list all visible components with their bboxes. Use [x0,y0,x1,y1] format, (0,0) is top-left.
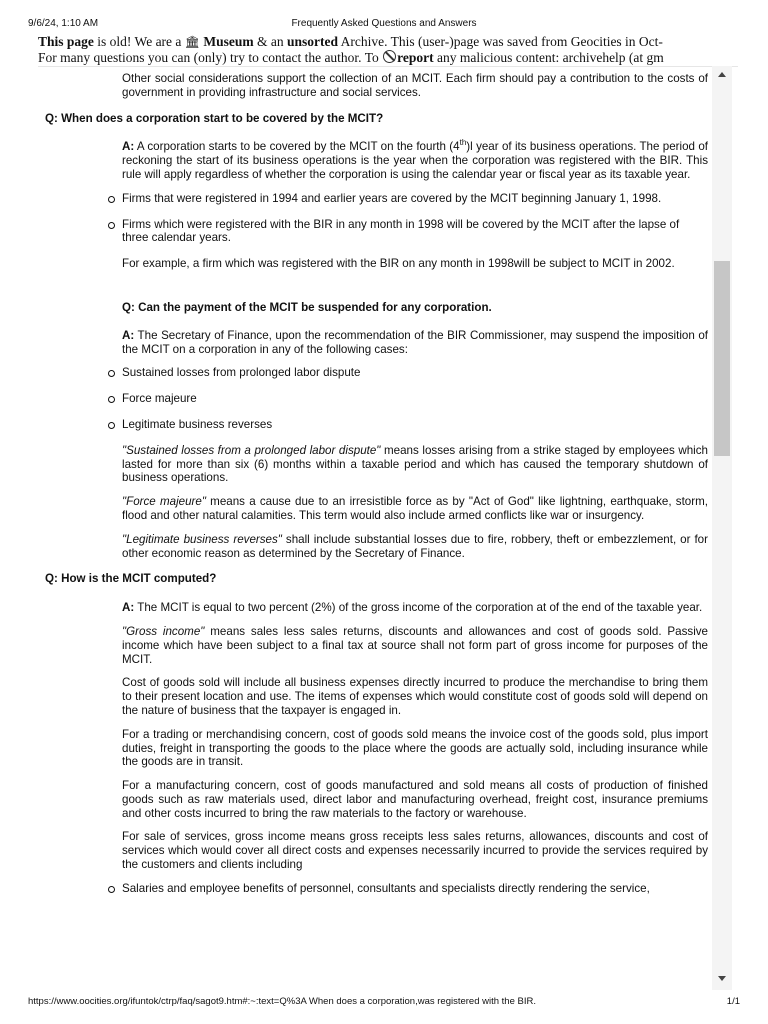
definition-text: means sales less sales returns, discounts and allowances and cost of goods sold. Passive income which have been subject to a final tax at source shall not form part of gross income for purposes of the MCIT. [122,624,708,666]
answer-paragraph [122,601,708,615]
scrollbar-thumb[interactable] [714,261,730,456]
archive-banner [38,34,738,67]
answer-label: A: [122,328,135,342]
definition-paragraph [122,495,708,523]
print-date: 9/6/24, 1:10 AM [28,18,99,29]
vertical-scrollbar[interactable] [712,66,732,990]
list-item: Firms which were registered with the BIR in any month in 1998 will be covered by the MCIT after the lapse of three calendar years. [122,218,708,246]
definition-term: "Force majeure" [122,495,206,509]
definition-term: "Sustained losses from a prolonged labor dispute" [122,443,381,457]
question-heading: Q: When does a corporation start to be covered by the MCIT? [45,111,384,125]
museum-icon: 🏛 [184,35,201,49]
print-header [0,0,768,30]
intro-paragraph: Other social considerations support the collection of an MCIT. Each firm should pay a contribution to the costs of government in providing infrastructure and social services. [122,72,708,99]
report-icon [383,50,396,63]
answer-text: The Secretary of Finance, upon the recommendation of the BIR Commissioner, may suspend the imposition of the MCIT on a corporation in any of the following cases: [122,328,708,356]
suspension-cases-list [40,366,708,431]
coverage-list [40,192,708,245]
cogs-paragraph: Cost of goods sold will include all business expenses directly incurred to produce the merchandise to bring them to their present location and use. The items of expenses which would constitute cost of goods sold will depend on the nature of business that the taxpayer is engaged in. [122,676,708,717]
trading-paragraph: For a trading or merchandising concern, cost of goods sold means the invoice cost of the goods sold, plus import duties, freight in transporting the goods to the place where the goods are actually sold, including insurance while the goods are in transit. [122,727,708,769]
banner-text: is old! We are a [93,34,185,49]
banner-line-1 [38,34,738,50]
banner-text: any malicious content: archivehelp (at gm [433,50,664,65]
definition-text: means a cause due to an irresistible force as by "Act of God" like lightning, earthquake, storm, flood and other natural calamities. This term would also include armed conflicts like war or insurgency. [122,495,708,522]
answer-paragraph [122,329,708,357]
list-item: Sustained losses from prolonged labor dispute [122,366,708,380]
banner-line-2 [38,50,738,65]
services-paragraph: For sale of services, gross income means gross receipts less sales returns, allowances, discounts and cost of services which would cover all direct costs and expenses necessarily incurred to provide the services required by the customers and clients including [122,830,708,872]
definition-term: "Legitimate business reverses" [122,532,282,546]
question-heading: Q: Can the payment of the MCIT be suspended for any corporation. [122,300,492,314]
banner-unsorted-link[interactable]: unsorted [287,34,339,49]
print-footer-url: https://www.oocities.org/ifuntok/ctrp/faq/sagot9.htm#:~:text=Q%3A When does a corporation,was registered with the BIR. [28,996,536,1007]
banner-text: For many questions you can (only) try to contact the author. To [38,50,383,65]
definition-paragraph [122,625,708,666]
list-item: Legitimate business reverses [122,418,708,432]
list-item: Salaries and employee benefits of personnel, consultants and specialists directly rendering the service, [122,882,708,896]
definition-paragraph [122,533,708,561]
services-cost-list [40,882,708,896]
superscript: th [459,138,467,148]
scroll-down-arrow-icon[interactable] [712,974,732,984]
list-item: Firms that were registered in 1994 and earlier years are covered by the MCIT beginning January 1, 1998. [122,192,708,206]
scroll-up-arrow-icon[interactable] [712,70,732,80]
banner-this-page: This page [38,34,94,49]
definition-paragraph [122,444,708,485]
example-paragraph: For example, a firm which was registered with the BIR on any month in 1998will be subject to MCIT in 2002. [122,257,675,271]
print-title: Frequently Asked Questions and Answers [291,18,477,29]
answer-text: )l year of its business operations. The period of reckoning the start of its business operations is the year when the corporation was registered with the BIR. This rule will apply regardless of whether the corporation is using the calendar year or fiscal year as its taxable year. [122,140,708,181]
banner-text: Archive. This (user-)page was saved from Geocities in Oct- [338,34,663,49]
answer-label: A: [122,140,135,154]
answer-label: A: [122,601,135,615]
print-page-number: 1/1 [726,996,740,1007]
answer-text: A corporation starts to be covered by the MCIT on the fourth (4 [134,140,460,154]
answer-paragraph [122,140,708,181]
definition-text: means losses arising from a strike staged by employees which lasted for more than six (6) months within a taxable period and which has caused the temporary shutdown of business operations. [122,443,708,485]
banner-text: & an [253,34,288,49]
definition-text: shall include substantial losses due to fire, robbery, theft or embezzlement, or for other economic reason as determined by the Secretary of Finance. [122,532,708,560]
faq-content [40,72,708,988]
question-heading: Q: How is the MCIT computed? [45,572,217,586]
banner-report-link[interactable]: report [397,50,434,65]
manufacturing-paragraph: For a manufacturing concern, cost of goods manufactured and sold means all costs of production of finished goods such as raw materials used, direct labor and manufacturing overhead, freight cost, insurance premiums and other costs incurred to bring the raw materials to the factory or warehouse. [122,779,708,820]
answer-text: The MCIT is equal to two percent (2%) of the gross income of the corporation at of the end of the taxable year. [134,601,703,615]
list-item: Force majeure [122,392,708,406]
definition-term: "Gross income" [122,624,205,638]
banner-museum-link[interactable]: Museum [203,34,254,49]
